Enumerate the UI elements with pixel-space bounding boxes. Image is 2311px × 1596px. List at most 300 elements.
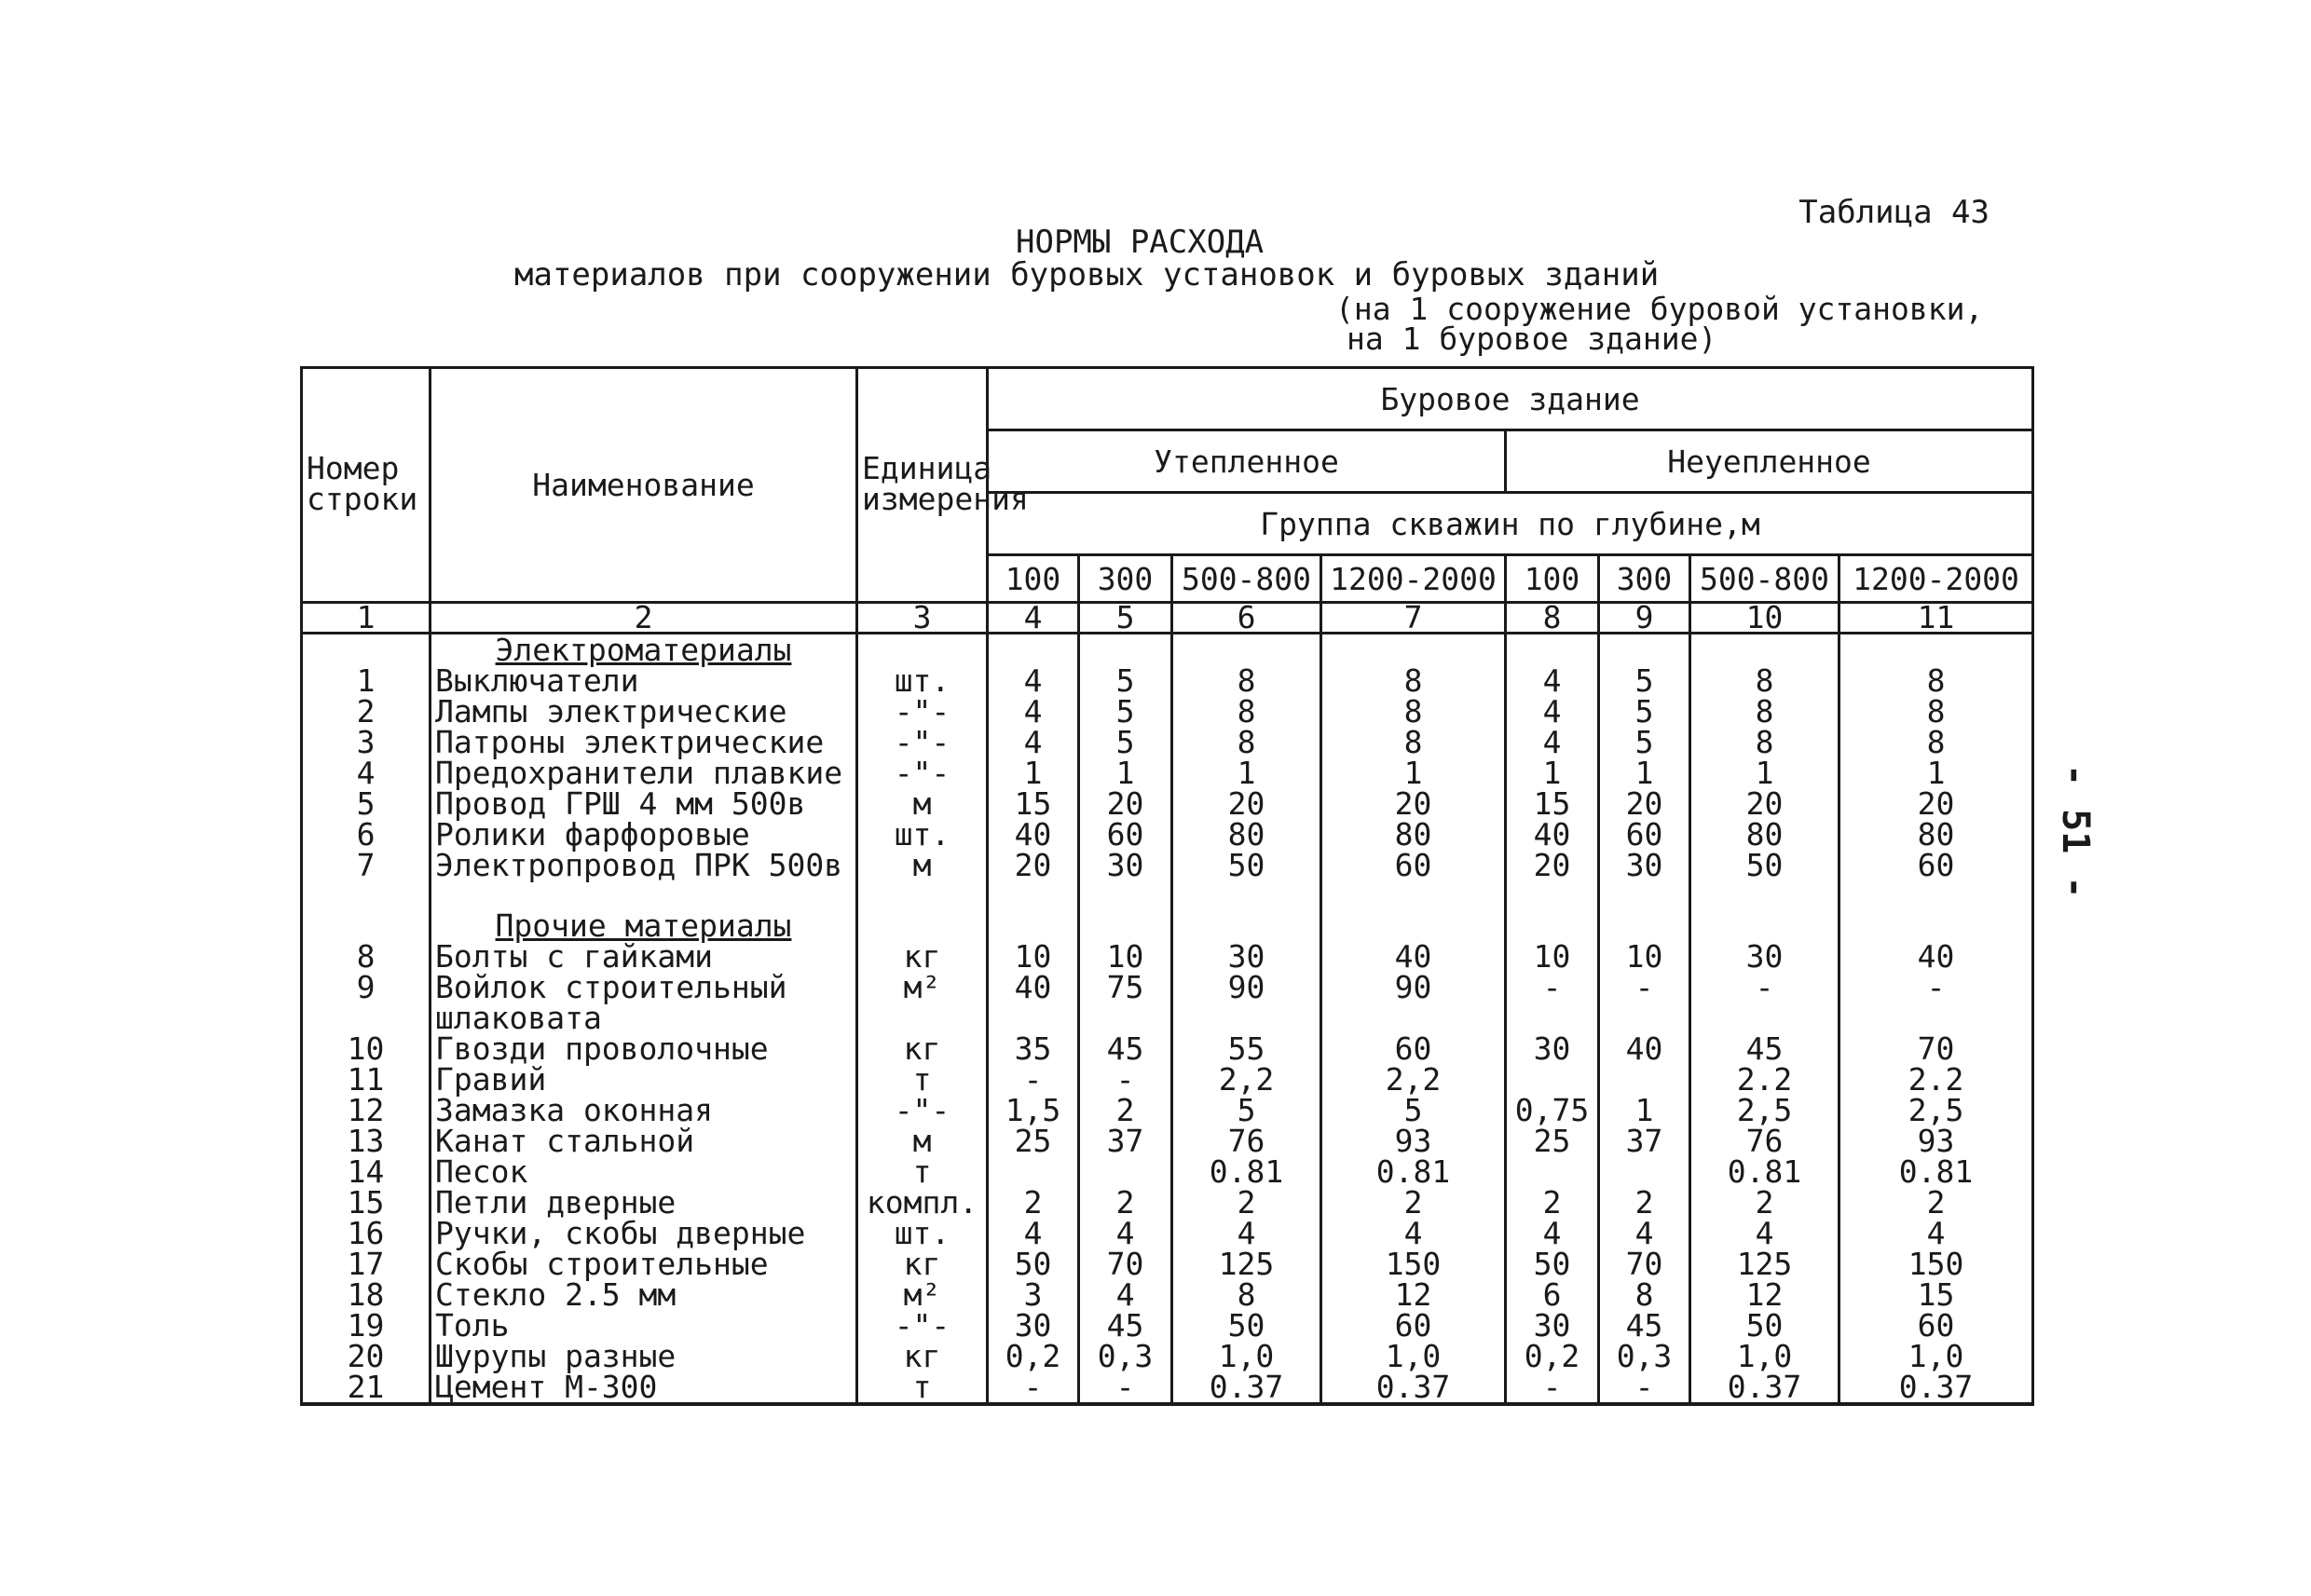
- material-name-cell: Выключатели: [431, 665, 857, 696]
- title-line-2: материалов при сооружении буровых установок и буровых зданий: [514, 256, 1660, 293]
- value-cell: 4: [1506, 665, 1599, 696]
- value-cell: 45: [1599, 1310, 1690, 1341]
- empty-cell: [1599, 880, 1690, 910]
- unit-cell: м: [857, 788, 988, 819]
- value-cell: [1321, 634, 1506, 666]
- row-number-cell: 14: [302, 1156, 431, 1187]
- value-cell: 50: [1690, 850, 1839, 880]
- unit-cell: м: [857, 1125, 988, 1156]
- value-cell: [1599, 910, 1690, 941]
- row-number-cell: 21: [302, 1371, 431, 1404]
- value-cell: 0.37: [1172, 1371, 1321, 1404]
- value-cell: 40: [1839, 941, 2033, 972]
- value-cell: 8: [1839, 696, 2033, 727]
- value-cell: 8: [1690, 696, 1839, 727]
- table-row: [302, 1033, 2033, 1064]
- empty-cell: [857, 880, 988, 910]
- section-title: Прочие материалы: [431, 910, 857, 941]
- value-cell: 12: [1321, 1279, 1506, 1310]
- value-cell: [988, 1003, 1079, 1033]
- value-cell: 4: [1506, 727, 1599, 757]
- material-name-cell: Стекло 2.5 мм: [431, 1279, 857, 1310]
- row-number-cell: 2: [302, 696, 431, 727]
- table-row: [302, 665, 2033, 696]
- row-number-cell: 15: [302, 1187, 431, 1218]
- value-cell: 5: [1321, 1095, 1506, 1125]
- value-cell: -: [1839, 972, 2033, 1003]
- value-cell: 4: [988, 696, 1079, 727]
- value-cell: 75: [1079, 972, 1172, 1003]
- material-name-cell: Ролики фарфоровые: [431, 819, 857, 850]
- empty-cell: [302, 880, 431, 910]
- value-cell: 8: [1599, 1279, 1690, 1310]
- header-unit: Единица измерения: [857, 368, 988, 603]
- unit-cell: т: [857, 1156, 988, 1187]
- value-cell: 80: [1690, 819, 1839, 850]
- header-depth: 100: [988, 555, 1079, 603]
- value-cell: 4: [1690, 1218, 1839, 1248]
- material-name-cell: Электропровод ПРК 500в: [431, 850, 857, 880]
- row-number-cell: 7: [302, 850, 431, 880]
- value-cell: 60: [1079, 819, 1172, 850]
- row-number-cell: 13: [302, 1125, 431, 1156]
- value-cell: 4: [1506, 1218, 1599, 1248]
- material-name-cell: Канат стальной: [431, 1125, 857, 1156]
- unit-cell: компл.: [857, 1187, 988, 1218]
- column-number: 1: [302, 603, 431, 634]
- column-number: 7: [1321, 603, 1506, 634]
- table-row: [302, 941, 2033, 972]
- header-building: Буровое здание: [988, 368, 2033, 430]
- empty-cell: [1690, 880, 1839, 910]
- value-cell: 4: [988, 727, 1079, 757]
- unit-cell: -"-: [857, 727, 988, 757]
- value-cell: 45: [1079, 1310, 1172, 1341]
- value-cell: [1321, 910, 1506, 941]
- value-cell: [1172, 634, 1321, 666]
- row-number-cell: 19: [302, 1310, 431, 1341]
- value-cell: 10: [988, 941, 1079, 972]
- value-cell: 20: [1321, 788, 1506, 819]
- material-name-cell: Лампы электрические: [431, 696, 857, 727]
- value-cell: 0,3: [1079, 1341, 1172, 1371]
- material-name-cell: шлаковата: [431, 1003, 857, 1033]
- value-cell: 2: [1172, 1187, 1321, 1218]
- row-number-cell: [302, 634, 431, 666]
- value-cell: 93: [1839, 1125, 2033, 1156]
- value-cell: 70: [1839, 1033, 2033, 1064]
- value-cell: [1506, 634, 1599, 666]
- value-cell: 12: [1690, 1279, 1839, 1310]
- value-cell: 70: [1079, 1248, 1172, 1279]
- table-row: [302, 850, 2033, 880]
- value-cell: 2: [1079, 1187, 1172, 1218]
- value-cell: 20: [1079, 788, 1172, 819]
- value-cell: 35: [988, 1033, 1079, 1064]
- value-cell: 5: [1599, 665, 1690, 696]
- row-number-cell: 18: [302, 1279, 431, 1310]
- value-cell: 1: [1690, 757, 1839, 788]
- value-cell: 0,2: [988, 1341, 1079, 1371]
- value-cell: 15: [988, 788, 1079, 819]
- unit-cell: кг: [857, 1248, 988, 1279]
- column-number: 2: [431, 603, 857, 634]
- row-number-cell: 20: [302, 1341, 431, 1371]
- unit-cell: шт.: [857, 665, 988, 696]
- value-cell: 1: [1079, 757, 1172, 788]
- value-cell: [1599, 1156, 1690, 1187]
- unit-cell: т: [857, 1064, 988, 1095]
- spacer-row: [302, 880, 2033, 910]
- value-cell: -: [988, 1064, 1079, 1095]
- value-cell: 5: [1599, 696, 1690, 727]
- empty-cell: [1839, 880, 2033, 910]
- material-name-cell: Гравий: [431, 1064, 857, 1095]
- table-row: [302, 1064, 2033, 1095]
- column-number: 4: [988, 603, 1079, 634]
- value-cell: 76: [1690, 1125, 1839, 1156]
- value-cell: 5: [1172, 1095, 1321, 1125]
- value-cell: 0,75: [1506, 1095, 1599, 1125]
- value-cell: 4: [1506, 696, 1599, 727]
- header-depth: 500-800: [1172, 555, 1321, 603]
- material-name-cell: Скобы строительные: [431, 1248, 857, 1279]
- material-name-cell: Замазка оконная: [431, 1095, 857, 1125]
- table-row: [302, 727, 2033, 757]
- empty-cell: [1506, 880, 1599, 910]
- value-cell: 2: [1839, 1187, 2033, 1218]
- value-cell: 8: [1172, 727, 1321, 757]
- value-cell: [1599, 1003, 1690, 1033]
- value-cell: 8: [1172, 1279, 1321, 1310]
- value-cell: 0.81: [1172, 1156, 1321, 1187]
- title-line-4: на 1 буровое здание): [1347, 321, 1717, 357]
- row-number-cell: 4: [302, 757, 431, 788]
- table-body: [302, 634, 2033, 1405]
- table-row: [302, 1279, 2033, 1310]
- value-cell: 2: [1321, 1187, 1506, 1218]
- unit-cell: м²: [857, 1279, 988, 1310]
- row-number-cell: 5: [302, 788, 431, 819]
- unit-cell: кг: [857, 1341, 988, 1371]
- value-cell: 2,2: [1321, 1064, 1506, 1095]
- row-number-cell: 1: [302, 665, 431, 696]
- column-number: 10: [1690, 603, 1839, 634]
- value-cell: 80: [1172, 819, 1321, 850]
- value-cell: 20: [1172, 788, 1321, 819]
- row-number-cell: 11: [302, 1064, 431, 1095]
- empty-cell: [988, 880, 1079, 910]
- value-cell: 150: [1321, 1248, 1506, 1279]
- value-cell: 1: [1172, 757, 1321, 788]
- title-line-3: (на 1 сооружение буровой установки,: [1335, 291, 1984, 327]
- value-cell: -: [1599, 972, 1690, 1003]
- row-number-cell: [302, 1003, 431, 1033]
- table-row: [302, 757, 2033, 788]
- section-title: Электроматериалы: [431, 634, 857, 666]
- material-name-cell: Шурупы разные: [431, 1341, 857, 1371]
- unit-cell: м: [857, 850, 988, 880]
- empty-cell: [1079, 880, 1172, 910]
- value-cell: 4: [988, 1218, 1079, 1248]
- value-cell: 90: [1321, 972, 1506, 1003]
- value-cell: [1079, 1156, 1172, 1187]
- column-number: 3: [857, 603, 988, 634]
- value-cell: 1: [1839, 757, 2033, 788]
- value-cell: 20: [1599, 788, 1690, 819]
- value-cell: 4: [1599, 1218, 1690, 1248]
- value-cell: 50: [1506, 1248, 1599, 1279]
- value-cell: [1599, 1064, 1690, 1095]
- table-row: [302, 1003, 2033, 1033]
- value-cell: 93: [1321, 1125, 1506, 1156]
- table-row: [302, 1341, 2033, 1371]
- unit-cell: кг: [857, 941, 988, 972]
- row-number-cell: 9: [302, 972, 431, 1003]
- material-name-cell: Песок: [431, 1156, 857, 1187]
- value-cell: 40: [1506, 819, 1599, 850]
- value-cell: 50: [1690, 1310, 1839, 1341]
- value-cell: 30: [1506, 1033, 1599, 1064]
- table-row: [302, 788, 2033, 819]
- column-number: 6: [1172, 603, 1321, 634]
- value-cell: -: [1079, 1371, 1172, 1404]
- unit-cell: м²: [857, 972, 988, 1003]
- value-cell: 15: [1839, 1279, 2033, 1310]
- value-cell: [988, 910, 1079, 941]
- value-cell: 50: [1172, 850, 1321, 880]
- value-cell: 60: [1839, 850, 2033, 880]
- value-cell: 1,0: [1172, 1341, 1321, 1371]
- value-cell: 76: [1172, 1125, 1321, 1156]
- value-cell: 2: [1506, 1187, 1599, 1218]
- table-number: Таблица 43: [1798, 194, 1990, 231]
- unit-cell: [857, 1003, 988, 1033]
- unit-cell: [857, 910, 988, 941]
- table-header: [302, 368, 2033, 634]
- table-row: [302, 1248, 2033, 1279]
- value-cell: 0,2: [1506, 1341, 1599, 1371]
- header-depth: 1200-2000: [1839, 555, 2033, 603]
- table-row: [302, 819, 2033, 850]
- header-insulated: Утепленное: [988, 430, 1506, 493]
- value-cell: 55: [1172, 1033, 1321, 1064]
- row-number-cell: 16: [302, 1218, 431, 1248]
- value-cell: 5: [1079, 696, 1172, 727]
- value-cell: -: [1506, 1371, 1599, 1404]
- header-depth: 300: [1079, 555, 1172, 603]
- unit-cell: шт.: [857, 1218, 988, 1248]
- value-cell: 8: [1321, 696, 1506, 727]
- table-row: [302, 1125, 2033, 1156]
- value-cell: 8: [1839, 665, 2033, 696]
- value-cell: 60: [1599, 819, 1690, 850]
- value-cell: 125: [1690, 1248, 1839, 1279]
- value-cell: 10: [1506, 941, 1599, 972]
- value-cell: 80: [1321, 819, 1506, 850]
- column-number: 8: [1506, 603, 1599, 634]
- material-name-cell: Патроны электрические: [431, 727, 857, 757]
- value-cell: 20: [1506, 850, 1599, 880]
- value-cell: [1079, 910, 1172, 941]
- row-number-cell: 8: [302, 941, 431, 972]
- material-name-cell: Ручки, скобы дверные: [431, 1218, 857, 1248]
- title-line-1: НОРМЫ РАСХОДА: [1016, 224, 1265, 261]
- value-cell: 2.2: [1839, 1064, 2033, 1095]
- value-cell: 40: [988, 819, 1079, 850]
- row-number-cell: 10: [302, 1033, 431, 1064]
- column-number: 9: [1599, 603, 1690, 634]
- header-depth: 500-800: [1690, 555, 1839, 603]
- value-cell: [1321, 1003, 1506, 1033]
- value-cell: 2,2: [1172, 1064, 1321, 1095]
- value-cell: 0.37: [1839, 1371, 2033, 1404]
- value-cell: 1: [1599, 757, 1690, 788]
- value-cell: 10: [1079, 941, 1172, 972]
- value-cell: 30: [988, 1310, 1079, 1341]
- value-cell: 6: [1506, 1279, 1599, 1310]
- value-cell: 4: [1079, 1218, 1172, 1248]
- value-cell: 25: [1506, 1125, 1599, 1156]
- value-cell: [1839, 910, 2033, 941]
- value-cell: 10: [1599, 941, 1690, 972]
- value-cell: 8: [1321, 727, 1506, 757]
- unit-cell: -"-: [857, 696, 988, 727]
- value-cell: 1,0: [1690, 1341, 1839, 1371]
- value-cell: 2: [1599, 1187, 1690, 1218]
- value-cell: 1: [1506, 757, 1599, 788]
- row-number-cell: 12: [302, 1095, 431, 1125]
- value-cell: 2,5: [1839, 1095, 2033, 1125]
- header-depth-group: Группа скважин по глубине,м: [988, 493, 2033, 555]
- value-cell: 20: [988, 850, 1079, 880]
- value-cell: 20: [1839, 788, 2033, 819]
- value-cell: 0,3: [1599, 1341, 1690, 1371]
- value-cell: 8: [1690, 727, 1839, 757]
- value-cell: 4: [988, 665, 1079, 696]
- value-cell: -: [988, 1371, 1079, 1404]
- value-cell: 0.81: [1690, 1156, 1839, 1187]
- value-cell: [1690, 634, 1839, 666]
- column-number: 11: [1839, 603, 2033, 634]
- value-cell: [1506, 1156, 1599, 1187]
- unit-cell: -"-: [857, 1095, 988, 1125]
- value-cell: [1079, 1003, 1172, 1033]
- value-cell: 4: [1839, 1218, 2033, 1248]
- value-cell: 40: [988, 972, 1079, 1003]
- value-cell: -: [1506, 972, 1599, 1003]
- value-cell: [1172, 1003, 1321, 1033]
- value-cell: 2: [988, 1187, 1079, 1218]
- table-row: [302, 1095, 2033, 1125]
- value-cell: 1,0: [1839, 1341, 2033, 1371]
- empty-cell: [1321, 880, 1506, 910]
- value-cell: [1839, 634, 2033, 666]
- header-depth: 300: [1599, 555, 1690, 603]
- value-cell: -: [1599, 1371, 1690, 1404]
- value-cell: 30: [1172, 941, 1321, 972]
- value-cell: [1690, 1003, 1839, 1033]
- material-name-cell: Петли дверные: [431, 1187, 857, 1218]
- row-number-cell: 6: [302, 819, 431, 850]
- unit-cell: кг: [857, 1033, 988, 1064]
- material-name-cell: Гвозди проволочные: [431, 1033, 857, 1064]
- value-cell: [988, 1156, 1079, 1187]
- table-row: [302, 1156, 2033, 1187]
- value-cell: [988, 634, 1079, 666]
- header-row-number: Номер строки: [302, 368, 431, 603]
- value-cell: 30: [1506, 1310, 1599, 1341]
- value-cell: 60: [1839, 1310, 2033, 1341]
- value-cell: 8: [1839, 727, 2033, 757]
- value-cell: 1: [1321, 757, 1506, 788]
- table-row: [302, 1218, 2033, 1248]
- row-number-cell: [302, 910, 431, 941]
- value-cell: 45: [1079, 1033, 1172, 1064]
- page-number: - 51 -: [2054, 764, 2097, 899]
- value-cell: 30: [1079, 850, 1172, 880]
- value-cell: [1079, 634, 1172, 666]
- value-cell: 2.2: [1690, 1064, 1839, 1095]
- value-cell: 1,5: [988, 1095, 1079, 1125]
- table-row: [302, 696, 2033, 727]
- empty-cell: [431, 880, 857, 910]
- table-row: [302, 1371, 2033, 1404]
- value-cell: 4: [1172, 1218, 1321, 1248]
- value-cell: [1599, 634, 1690, 666]
- section-row: [302, 910, 2033, 941]
- value-cell: [1690, 910, 1839, 941]
- value-cell: [1506, 1003, 1599, 1033]
- value-cell: 30: [1599, 850, 1690, 880]
- value-cell: 8: [1172, 696, 1321, 727]
- value-cell: 4: [1079, 1279, 1172, 1310]
- value-cell: 0.37: [1690, 1371, 1839, 1404]
- material-name-cell: Цемент М-300: [431, 1371, 857, 1404]
- value-cell: [1172, 910, 1321, 941]
- value-cell: 4: [1321, 1218, 1506, 1248]
- section-row: [302, 634, 2033, 666]
- table-row: [302, 1187, 2033, 1218]
- value-cell: 0.81: [1321, 1156, 1506, 1187]
- value-cell: 5: [1079, 727, 1172, 757]
- value-cell: 5: [1079, 665, 1172, 696]
- value-cell: 2: [1079, 1095, 1172, 1125]
- value-cell: 25: [988, 1125, 1079, 1156]
- unit-cell: -"-: [857, 1310, 988, 1341]
- value-cell: 40: [1599, 1033, 1690, 1064]
- row-number-cell: 17: [302, 1248, 431, 1279]
- row-number-cell: 3: [302, 727, 431, 757]
- value-cell: 40: [1321, 941, 1506, 972]
- value-cell: 150: [1839, 1248, 2033, 1279]
- value-cell: 5: [1599, 727, 1690, 757]
- value-cell: 3: [988, 1279, 1079, 1310]
- value-cell: 1,0: [1321, 1341, 1506, 1371]
- value-cell: 60: [1321, 850, 1506, 880]
- value-cell: 60: [1321, 1033, 1506, 1064]
- unit-cell: шт.: [857, 819, 988, 850]
- material-name-cell: Войлок строительный: [431, 972, 857, 1003]
- value-cell: 20: [1690, 788, 1839, 819]
- value-cell: 0.37: [1321, 1371, 1506, 1404]
- value-cell: [1506, 910, 1599, 941]
- material-name-cell: Болты с гайками: [431, 941, 857, 972]
- column-number: 5: [1079, 603, 1172, 634]
- value-cell: 60: [1321, 1310, 1506, 1341]
- unit-cell: т: [857, 1371, 988, 1404]
- value-cell: 8: [1321, 665, 1506, 696]
